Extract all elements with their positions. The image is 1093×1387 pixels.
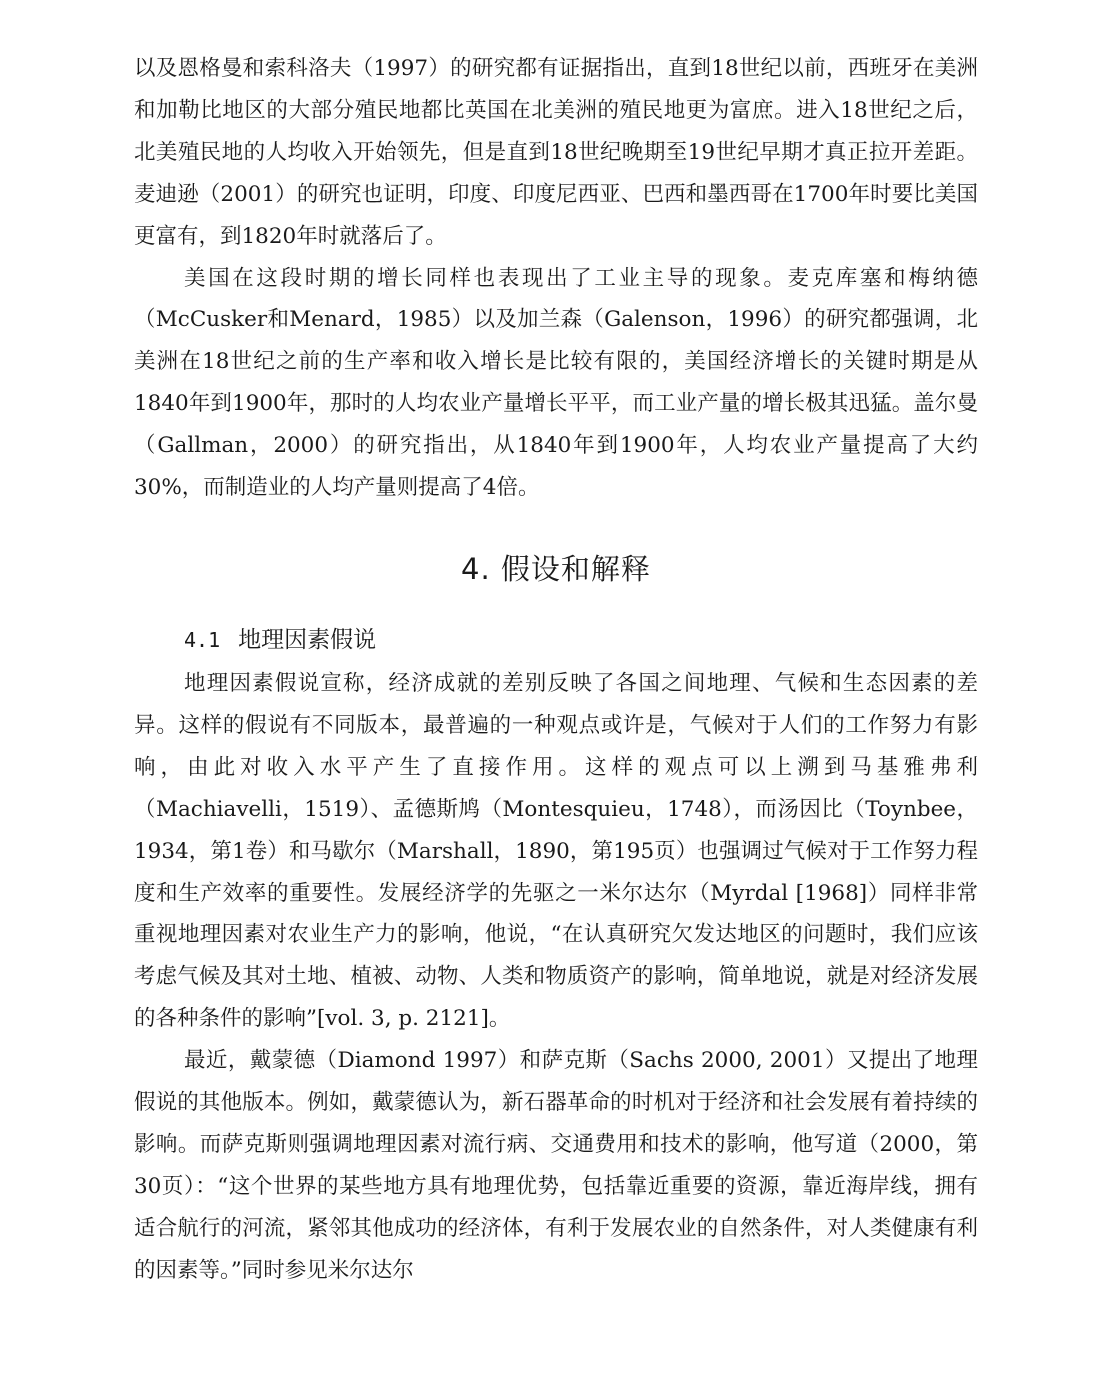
paragraph-industrial-growth: 美国在这段时期的增长同样也表现出了工业主导的现象。麦克库塞和梅纳德（McCusker和Menard，1985）以及加兰森（Galenson，1996）的研究都强调，北美洲在18世纪之前的生产率和收入增长是比较有限的，美国经济增长的关键时期是从1840年到1900年，那时的人均农业产量增长平平，而工业产量的增长极其迅猛。盖尔曼（Gallman，2000）的研究指出，从1840年到1900年，人均农业产量提高了大约30%，而制造业的人均产量则提高了4倍。 bbox=[134, 265, 978, 501]
subsection-title: 地理因素假说 bbox=[238, 626, 377, 653]
document-page bbox=[134, 48, 978, 1292]
paragraph-colonial-wealth: 以及恩格曼和索科洛夫（1997）的研究都有证据指出，直到18世纪以前，西班牙在美洲和加勒比地区的大部分殖民地都比英国在北美洲的殖民地更为富庶。进入18世纪之后，北美殖民地的人均收入开始领先，但是直到18世纪晚期至19世纪早期才真正拉开差距。麦迪逊（2001）的研究也证明，印度、印度尼西亚、巴西和墨西哥在1700年时要比美国更富有，到1820年时就落后了。 bbox=[134, 56, 978, 249]
paragraph-geography-hypothesis: 地理因素假说宣称，经济成就的差别反映了各国之间地理、气候和生态因素的差异。这样的假说有不同版本，最普遍的一种观点或许是，气候对于人们的工作努力有影响，由此对收入水平产生了直接作用。这样的观点可以上溯到马基雅弗利（Machiavelli，1519）、孟德斯鸠（Montesquieu，1748），而汤因比（Toynbee，1934，第1卷）和马歇尔（Marshall，1890，第195页）也强调过气候对于工作努力程度和生产效率的重要性。发展经济学的先驱之一米尔达尔（Myrdal [1968]）同样非常重视地理因素对农业生产力的影响，他说，“在认真研究欠发达地区的问题时，我们应该考虑气候及其对土地、植被、动物、人类和物质资产的影响，简单地说，就是对经济发展的各种条件的影响”[vol. 3, p. 2121]。 bbox=[134, 670, 978, 1032]
section-title: 4. 假设和解释 bbox=[461, 551, 651, 586]
subsection-number: 4.1 bbox=[184, 627, 221, 652]
paragraph-diamond-sachs: 最近，戴蒙德（Diamond 1997）和萨克斯（Sachs 2000, 2001）又提出了地理假说的其他版本。例如，戴蒙德认为，新石器革命的时机对于经济和社会发展有着持续的影响。而萨克斯则强调地理因素对流行病、交通费用和技术的影响，他写道（2000，第30页）：“这个世界的某些地方具有地理优势，包括靠近重要的资源，靠近海岸线，拥有适合航行的河流，紧邻其他成功的经济体，有利于发展农业的自然条件，对人类健康有利的因素等。”同时参见米尔达尔 bbox=[134, 1048, 978, 1283]
subsection-heading bbox=[134, 617, 978, 663]
